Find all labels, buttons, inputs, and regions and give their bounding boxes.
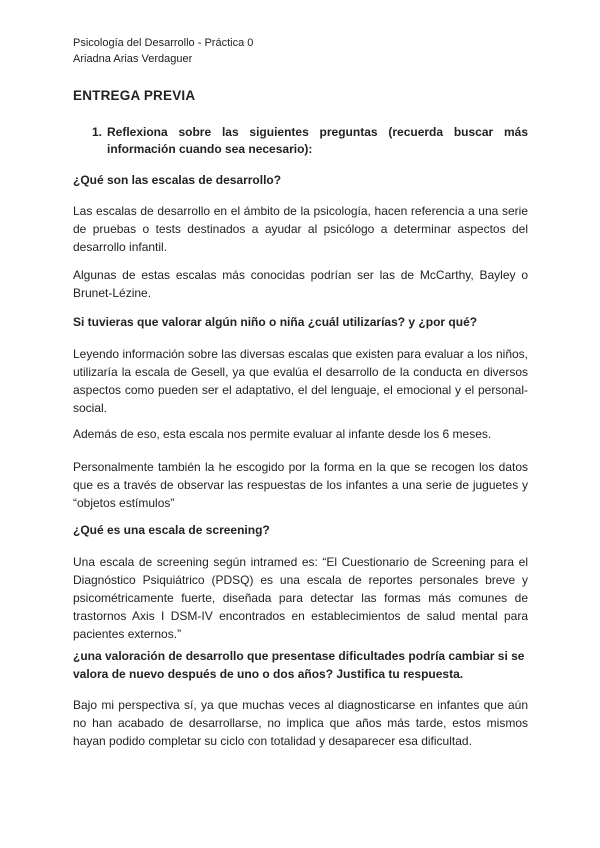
author-name: Ariadna Arias Verdaguer (73, 53, 193, 65)
page-header (73, 35, 253, 67)
paragraph: Las escalas de desarrollo en el ámbito de la psicología, hacen referencia a una serie de pruebas o tests destinados a ayudar al psicólogo a determinar aspectos del desarrollo infantil. (73, 204, 528, 254)
paragraph: Leyendo información sobre las diversas escalas que existen para evaluar a los niños, utilizaría la escala de Gesell, ya que evalúa el desarrollo de la conducta en diversos aspectos como pueden ser el adaptativo, el del lenguaje, el emocional y el personal-social. (73, 347, 528, 415)
list-item-text: Reflexiona sobre las siguientes preguntas (recuerda buscar más información cuando sea necesario): (107, 125, 528, 156)
paragraph: Personalmente también la he escogido por la forma en la que se recogen los datos que es a través de observar las respuestas de los infantes a una serie de juguetes y “objetos estímulos” (73, 460, 528, 510)
section-question: ¿Qué es una escala de screening? (73, 523, 270, 537)
paragraph: Bajo mi perspectiva sí, ya que muchas veces al diagnosticarse en infantes que aún no han acabado de desarrollarse, no implica que años más tarde, estos mismos hayan podido completar su ciclo con totalidad y desaparecer esa dificultad. (73, 698, 528, 748)
paragraph: Algunas de estas escalas más conocidas podrían ser las de McCarthy, Bayley o Brunet-Lézine. (73, 268, 528, 300)
document-title: ENTREGA PREVIA (73, 88, 196, 103)
numbered-list-item (92, 124, 528, 158)
section-question: ¿Qué son las escalas de desarrollo? (73, 173, 282, 187)
list-item-number: 1. (92, 125, 103, 139)
course-title: Psicología del Desarrollo - Práctica 0 (73, 37, 254, 49)
paragraph: Además de eso, esta escala nos permite evaluar al infante desde los 6 meses. (73, 427, 492, 441)
section-question: ¿una valoración de desarrollo que presentase dificultades podría cambiar si se valora de nuevo después de uno o dos años? Justifica tu respuesta. (73, 649, 525, 681)
paragraph: Una escala de screening según intramed es: “El Cuestionario de Screening para el Diagnóstico Psiquiátrico (PDSQ) es una escala de reportes personales breve y psicométricamente fuerte, diseñada para detectar las formas más comunes de trastornos Axis I DSM-IV encontrados en establecimientos de salud mental para pacientes externos.” (73, 555, 528, 641)
section-question: Si tuvieras que valorar algún niño o niña ¿cuál utilizarías? y ¿por qué? (73, 315, 478, 329)
